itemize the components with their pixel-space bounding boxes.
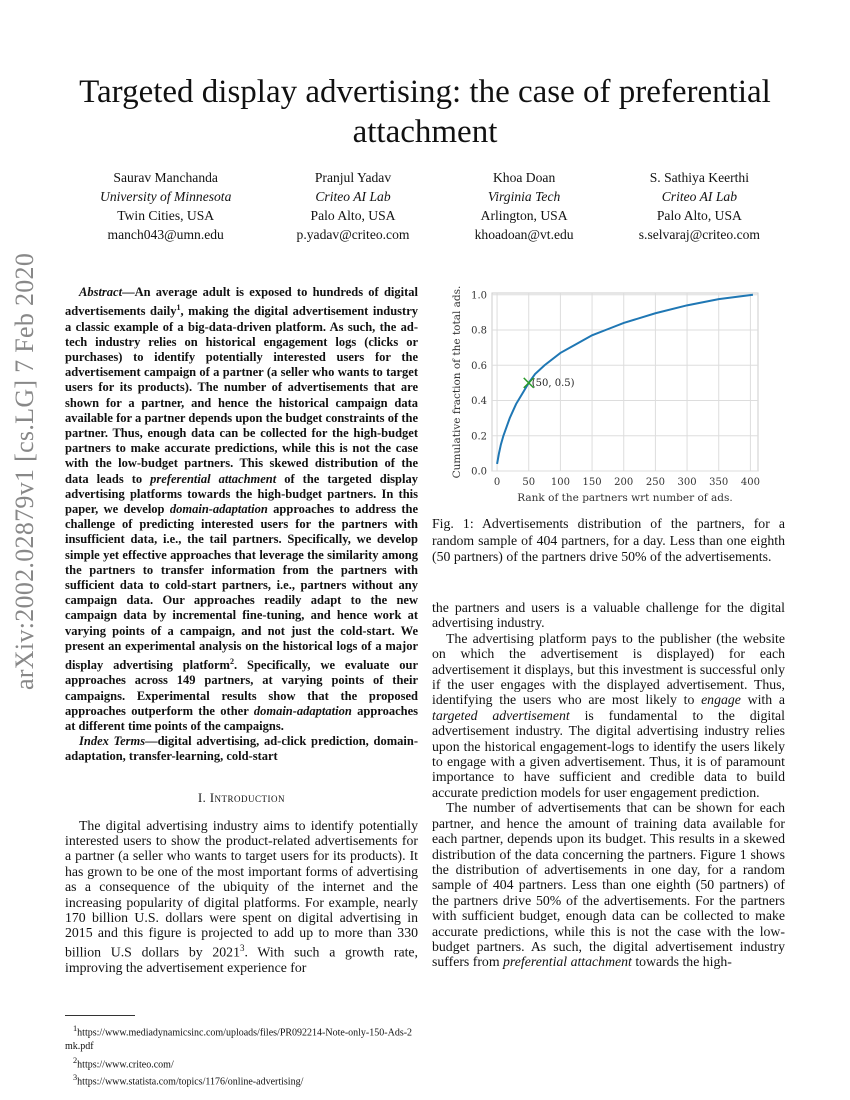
x-tick-label: 150	[582, 477, 602, 488]
left-column	[65, 285, 418, 1089]
text-segment: engage	[701, 692, 741, 708]
footnote-link[interactable]: https://www.criteo.com/	[77, 1058, 174, 1070]
footnote	[65, 1022, 418, 1053]
text-segment: with a	[740, 692, 785, 708]
x-tick-label: 0	[493, 477, 501, 488]
author-email: s.selvaraj@criteo.com	[638, 227, 760, 242]
figure-caption: Fig. 1: Advertisements distribution of the partners, for a random sample of 404 partners, for a day. Less than one eighth (50 partners) of the partners drive 50% of the advertisements.	[432, 516, 785, 564]
author-name: Khoa Doan	[492, 170, 556, 185]
author-name: S. Sathiya Keerthi	[649, 170, 750, 185]
intro-paragraph	[65, 818, 418, 976]
text-segment: —An average adult is exposed to hundreds of digital advertisements daily	[65, 285, 418, 319]
text-segment: The advertising platform pays to the publisher (the website on which the advertisement is displayed) for each advertisement it displays, but this investment is successful only if the user engages with the displayed advertisement. Thus, identifying the users who are most likely to	[432, 630, 785, 708]
author-list	[100, 168, 760, 244]
paragraph	[432, 800, 785, 969]
footnote-link[interactable]: https://www.statista.com/topics/1176/online-advertising/	[77, 1076, 304, 1088]
footnote	[65, 1054, 418, 1072]
text-segment: preferential attachment	[503, 954, 632, 970]
author-email: khoadoan@vt.edu	[474, 227, 574, 242]
text-segment: approaches at different time points of the campaigns.	[65, 703, 419, 733]
abstract	[65, 285, 418, 734]
arxiv-identifier: arXiv:2002.02879v1 [cs.LG] 7 Feb 2020	[10, 252, 39, 690]
text-segment: domain-adaptation	[169, 502, 268, 516]
x-tick-label: 350	[709, 477, 729, 488]
x-tick-label: 250	[645, 477, 665, 488]
text-segment: of the targeted display advertising platforms towards the high-budget partners. In this paper, we develop	[65, 471, 418, 516]
author-location: Arlington, USA	[480, 208, 568, 223]
author-affiliation: Criteo AI Lab	[661, 189, 737, 204]
author	[297, 168, 410, 244]
author-name: Pranjul Yadav	[314, 170, 392, 185]
text-segment: , making the digital advertisement industry a classic example of a big-data-driven platform. As such, the ad-tech industry relies on historical engagement logs (clicks or purchases) to identify potentially interested users for the advertisement campaign of a partner (a seller who wants to target users for its products). The number of advertisements that are shown for a partner, and hence the historical campaign data available for a partner depends upon the budget constraints of the partner. Thus, enough data can be collected for the high-budget partners to make accurate predictions, while this is not the case with the low-budget partners. This skewed distribution of the data leads to	[65, 304, 419, 486]
text-segment: targeted advertisement	[432, 707, 570, 723]
section-heading: I. Introduction	[197, 790, 286, 805]
right-column	[432, 600, 785, 970]
text-segment: towards the high-	[631, 954, 732, 970]
author	[100, 168, 231, 244]
text-segment: . Specifically, we evaluate our approaches across 149 partners, at varying points of their campaigns. Experimental results show that the proposed approaches outperform the other	[65, 658, 418, 718]
y-tick-label: 0.8	[471, 325, 487, 337]
author-location: Twin Cities, USA	[117, 208, 215, 223]
index-terms	[65, 734, 418, 764]
text-segment: Index Terms	[79, 734, 146, 749]
author-location: Palo Alto, USA	[310, 208, 396, 223]
author-affiliation: Criteo AI Lab	[315, 189, 391, 204]
x-tick-label: 200	[614, 477, 634, 488]
footnote-rule	[65, 1015, 135, 1016]
author-affiliation: Virginia Tech	[487, 189, 561, 204]
footnote-link[interactable]: https://www.mediadynamicsinc.com/uploads/files/PR092214-Note-only-150-Ads-2mk.pdf	[65, 1027, 413, 1053]
footnote-ref[interactable]: 1	[176, 303, 181, 313]
x-tick-label: 100	[550, 477, 570, 488]
author-email: manch043@umn.edu	[107, 227, 224, 242]
y-tick-label: 0.2	[471, 431, 487, 443]
footnotes	[65, 1022, 418, 1089]
x-tick-label: 50	[522, 477, 536, 488]
y-tick-label: 0.0	[471, 466, 487, 478]
author-name: Saurav Manchanda	[113, 170, 218, 185]
author	[639, 168, 760, 244]
annotation-label: (50, 0.5)	[531, 377, 575, 389]
text-segment: Abstract	[79, 285, 123, 299]
figure-1-chart	[440, 283, 793, 508]
x-tick-label: 300	[677, 477, 697, 488]
footnote-number: 2	[73, 1055, 78, 1065]
text-segment: preferential attachment	[150, 471, 277, 486]
paper-title: Targeted display advertising: the case of preferential attachment	[79, 74, 771, 150]
y-tick-label: 0.4	[471, 396, 487, 408]
author	[475, 168, 574, 244]
text-segment: is fundamental to the digital advertisement industry. The digital advertising industry relies upon the historical engagement-logs to identify the users likely to engage with a given advertisement. Thus, it is of paramount importance to have sufficient and credible data to build accurate prediction models for user engagement prediction.	[432, 707, 785, 800]
text-segment: The number of advertisements that can be shown for each partner, and hence the amount of training data available for each partner, depends upon its budget. This results in a skewed distribution of the data concerning the partners. Figure 1 shows the distribution of advertisements in one day, for a random sample of 404 partners. Less than one eighth (50 partners) of the partners drive 50% of the advertisements. For the partners with sufficient budget, enough data can be collected to make accurate predictions, while this is not the case with the low-budget partners. As such, the digital advertisement industry suffers from	[432, 800, 785, 970]
paragraph	[432, 600, 785, 631]
y-axis-label: Cumulative fraction of the total ads.	[451, 285, 463, 479]
footnote-ref[interactable]: 2	[229, 657, 234, 667]
y-tick-label: 1.0	[471, 290, 487, 302]
paragraph	[432, 631, 785, 800]
footnote-ref[interactable]: 3	[239, 942, 245, 953]
author-affiliation: University of Minnesota	[100, 189, 232, 204]
x-axis-label: Rank of the partners wrt number of ads.	[517, 492, 733, 504]
text-segment: domain-adaptation	[253, 703, 352, 718]
author-location: Palo Alto, USA	[656, 208, 742, 223]
author-email: p.yadav@criteo.com	[296, 227, 410, 242]
y-tick-label: 0.6	[471, 360, 487, 372]
footnote-number: 3	[73, 1073, 78, 1083]
text-segment: —digital advertising, ad-click prediction, domain-adaptation, transfer-learning, cold-start	[65, 734, 418, 764]
text-segment: . With such a growth rate, improving the advertisement experience for	[65, 944, 418, 975]
text-segment: The digital advertising industry aims to identify potentially interested users to show the product-related advertisements for a partner (a seller who wants to target users for its products). It has grown to be one of the most important forms of advertising as a consequence of the ubiquity of the internet and the increasing popularity of digital platforms. For example, nearly 170 billion U.S. dollars were spent on digital advertising in 2015 and this figure is projected to add up to more than 330 billion U.S dollars by 2021	[65, 817, 418, 960]
footnote	[65, 1071, 418, 1089]
footnote-number: 1	[73, 1024, 78, 1034]
x-tick-label: 400	[740, 477, 760, 488]
text-segment: approaches to address the challenge of predicting interested users for the partners with insufficient data, i.e., the tail partners. Specifically, we develop simple yet effective approaches that leverage the similarity among the partners to transfer information from the partners with sufficient data to cold-start partners, i.e., partners without any campaign data. Our approaches readily adapt to the new campaign data by incremental fine-tuning, and hence work at varying points of a campaign, and not just the cold-start. We present an experimental analysis on the historical logs of a major display advertising platform	[65, 502, 418, 673]
text-segment: the partners and users is a valuable challenge for the digital advertising industry.	[432, 600, 785, 631]
